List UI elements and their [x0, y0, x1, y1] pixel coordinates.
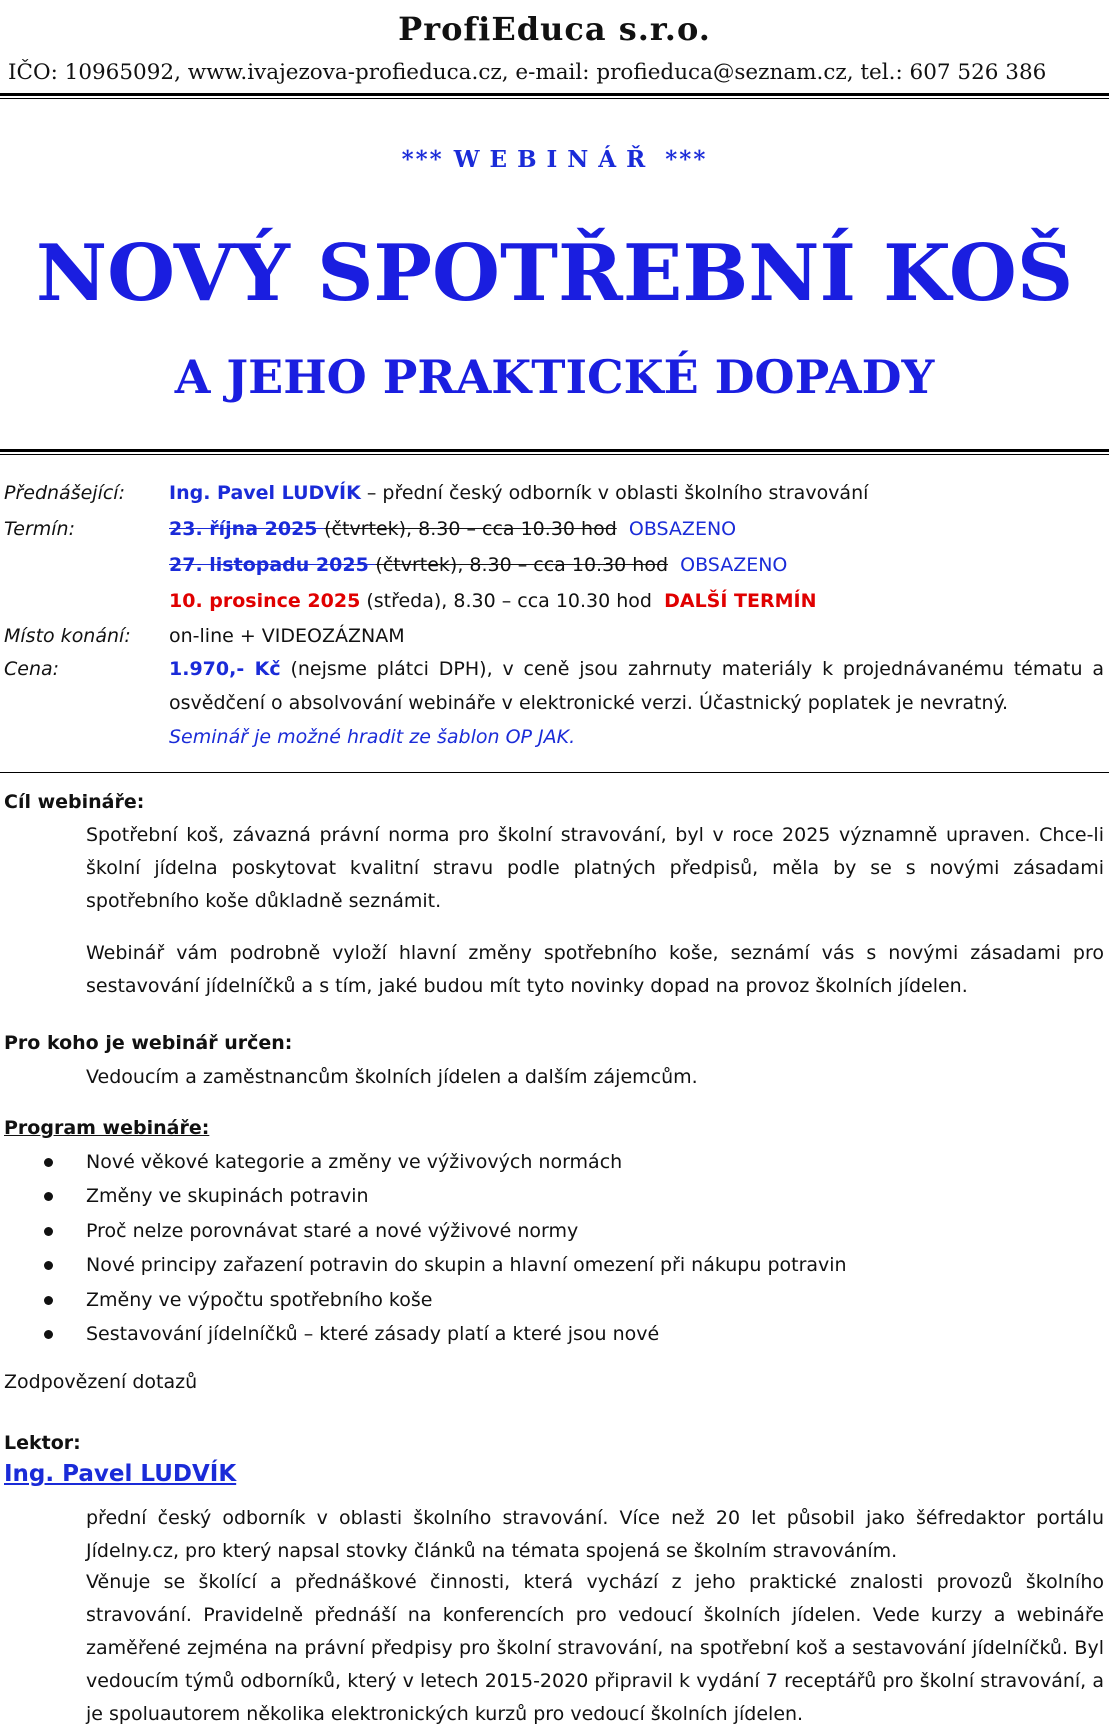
program-closing: Zodpovězení dotazů	[4, 1371, 198, 1393]
program-list	[0, 1151, 847, 1357]
lecturer-name: Ing. Pavel LUDVÍK	[169, 482, 361, 504]
date-3: 10. prosince 2025	[169, 590, 361, 612]
info-divider	[0, 772, 1109, 773]
place-label: Místo konání:	[4, 625, 131, 647]
date-label: Termín:	[4, 518, 75, 540]
webinar-stars-left: ***	[401, 146, 444, 173]
date-3-status: DALŠÍ TERMÍN	[664, 590, 817, 612]
goal-title: Cíl webináře:	[4, 791, 145, 813]
lecturer-value	[169, 482, 1104, 504]
page-subtitle: A JEHO PRAKTICKÉ DOPADY	[174, 350, 935, 404]
program-title: Program webináře:	[4, 1117, 210, 1139]
list-item	[0, 1254, 847, 1288]
price-label: Cena:	[4, 658, 60, 680]
list-item-text: Sestavování jídelníčků – které zásady platí a které jsou nové	[86, 1322, 660, 1345]
bullet-icon	[44, 1330, 53, 1339]
date-2-time: (čtvrtek), 8.30 – cca 10.30 hod	[375, 554, 669, 576]
lector-title: Lektor:	[4, 1432, 81, 1454]
place-value: on-line + VIDEOZÁZNAM	[169, 625, 405, 647]
lecturer-desc: – přední český odborník v oblasti školního stravování	[366, 482, 869, 504]
date-1-status: OBSAZENO	[628, 518, 737, 540]
bullet-icon	[44, 1261, 53, 1270]
bullet-icon	[44, 1158, 53, 1167]
list-item	[0, 1323, 847, 1357]
goal-paragraph-2: Webinář vám podrobně vyloží hlavní změny spotřebního koše, seznámí vás s novými zásadami pro sestavování jídelníčků a s tím, jaké budou mít tyto novinky dopad na provoz školních jídelen.	[86, 942, 1104, 997]
price-value	[169, 652, 1104, 754]
list-item-text: Změny ve výpočtu spotřebního koše	[86, 1288, 433, 1311]
date-value-1	[169, 518, 1104, 540]
webinar-stars-right: ***	[665, 146, 708, 173]
date-value-2	[169, 554, 1104, 576]
date-1-time: (čtvrtek), 8.30 – cca 10.30 hod	[324, 518, 617, 540]
audience-title: Pro koho je webinář určen:	[4, 1032, 293, 1054]
lector-name-link[interactable]: Ing. Pavel LUDVÍK	[4, 1461, 237, 1487]
list-item-text: Proč nelze porovnávat staré a nové výživové normy	[86, 1219, 579, 1242]
date-2: 27. listopadu 2025	[169, 554, 376, 576]
company-contact: IČO: 10965092, www.ivajezova-profieduca.cz, e-mail: profieduca@seznam.cz, tel.: 607 526 386	[8, 60, 1047, 85]
list-item-text: Změny ve skupinách potravin	[86, 1185, 369, 1208]
date-1: 23. října 2025	[169, 518, 325, 540]
date-value-3	[169, 590, 1104, 612]
list-item-text: Nové věkové kategorie a změny ve výživových normách	[86, 1151, 623, 1173]
list-item	[0, 1289, 847, 1323]
bullet-icon	[44, 1227, 53, 1236]
audience-text: Vedoucím a zaměstnancům školních jídelen a dalším zájemcům.	[86, 1066, 698, 1088]
bullet-icon	[44, 1296, 53, 1305]
webinar-tag	[0, 146, 1109, 173]
price-desc: (nejsme plátci DPH), v ceně jsou zahrnuty materiály k projednávanému tématu a osvědčení o absolvování webináře v elektronické verzi. Účastnický poplatek je nevratný.	[169, 658, 1104, 714]
list-item	[0, 1185, 847, 1219]
header-divider	[0, 93, 1109, 99]
webinar-label: WEBINÁŘ	[453, 146, 656, 173]
bullet-icon	[44, 1192, 53, 1201]
banner-divider	[0, 449, 1109, 455]
date-3-time: (středa), 8.30 – cca 10.30 hod	[360, 590, 652, 612]
list-item	[0, 1220, 847, 1254]
price-amount: 1.970,- Kč	[169, 658, 281, 680]
lector-bio-1: přední český odborník v oblasti školního stravování. Více než 20 let působil jako šéfredaktor portálu Jídelny.cz, pro který napsal stovky článků na témata spojená se školním stravováním.	[86, 1507, 1104, 1562]
lecturer-label: Přednášející:	[4, 482, 125, 504]
date-2-status: OBSAZENO	[680, 554, 788, 576]
lector-bio-2: Věnuje se školící a přednáškové činnosti, která vychází z jeho praktické znalosti provozů školního stravování. Pravidelně přednáší na konferencích pro vedoucí školních jídelen. Vede kurzy a webináře zaměřené zejména na právní předpisy pro školní stravování, na spotřební koš a sestavování jídelníčků. Byl vedoucím týmů odborníků, který v letech 2015-2020 připravil k vydání 7 receptářů pro školní stravování, a je spoluautorem několika elektronických kurzů pro vedoucí školních jídelen.	[86, 1571, 1104, 1725]
list-item	[0, 1151, 847, 1185]
goal-paragraph-1: Spotřební koš, závazná právní norma pro školní stravování, byl v roce 2025 významně upraven. Chce-li školní jídelna poskytovat kvalitní stravu podle platných předpisů, měla by se s novými zásadami spotřebního koše důkladně seznámit.	[86, 824, 1104, 912]
page-title: NOVÝ SPOTŘEBNÍ KOŠ	[35, 228, 1074, 319]
price-note: Seminář je možné hradit ze šablon OP JAK.	[169, 726, 576, 748]
list-item-text: Nové principy zařazení potravin do skupin a hlavní omezení při nákupu potravin	[86, 1254, 847, 1277]
company-name: ProfiEduca s.r.o.	[398, 10, 711, 48]
